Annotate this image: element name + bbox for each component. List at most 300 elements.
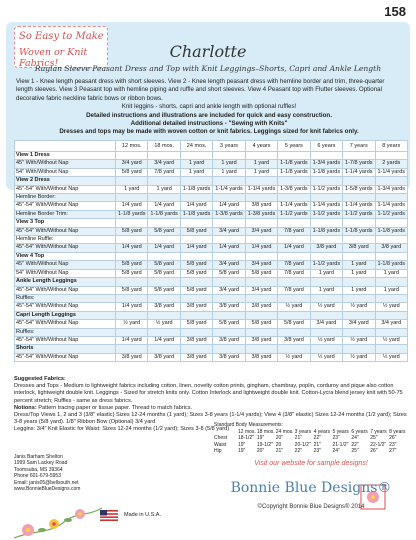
table-cell: 1-1/2 yards bbox=[310, 210, 342, 218]
table-row bbox=[15, 160, 408, 168]
table-cell bbox=[116, 194, 148, 202]
table-cell: 1-3/8 yards bbox=[213, 210, 245, 218]
address-line4: Phone 601-679-5953 bbox=[14, 473, 61, 480]
table-row bbox=[15, 202, 408, 210]
table-cell: 1 yard bbox=[375, 286, 408, 294]
table-cell: 45" With/Without Nap bbox=[15, 160, 116, 168]
table-cell: 1-7/8 yards bbox=[343, 160, 375, 168]
table-cell bbox=[245, 311, 277, 319]
table-cell bbox=[310, 152, 342, 160]
table-cell: 45"-54" With/Without Nap bbox=[15, 286, 116, 294]
yardage-header-row bbox=[15, 141, 408, 152]
table-cell bbox=[343, 311, 375, 319]
table-cell bbox=[180, 345, 212, 353]
table-cell bbox=[213, 311, 245, 319]
table-cell bbox=[148, 194, 180, 202]
table-cell bbox=[116, 294, 148, 302]
table-cell bbox=[343, 252, 375, 260]
table-cell bbox=[116, 345, 148, 353]
table-cell bbox=[148, 311, 180, 319]
table-cell: 5/8 yard bbox=[278, 320, 310, 328]
notions-heading: Notions: bbox=[14, 404, 37, 411]
table-cell: 5/8 yard bbox=[213, 320, 245, 328]
table-cell: 5/8 yard bbox=[180, 269, 212, 277]
table-cell: 1-1/8 yards bbox=[375, 261, 408, 269]
table-row bbox=[15, 210, 408, 218]
address-line6: www.BonnieBlueDesigns.com bbox=[14, 486, 81, 493]
measurement-cell: 3 years bbox=[294, 428, 312, 435]
table-cell: 5/8 yard bbox=[180, 261, 212, 269]
table-cell bbox=[278, 236, 310, 244]
table-row bbox=[15, 236, 408, 244]
table-cell: 1 yard bbox=[180, 160, 212, 168]
table-cell: 1-1/8 yards bbox=[375, 227, 408, 235]
table-cell bbox=[375, 311, 408, 319]
table-cell: 1 yard bbox=[180, 168, 212, 176]
table-cell bbox=[278, 194, 310, 202]
table-cell: 1 yard bbox=[213, 168, 245, 176]
table-cell bbox=[343, 194, 375, 202]
table-cell: 1-1/8 yards bbox=[310, 227, 342, 235]
table-cell bbox=[148, 219, 180, 227]
table-cell bbox=[278, 252, 310, 260]
measurement-cell: 22-1/2" bbox=[370, 441, 387, 448]
table-cell: 3/8 yard bbox=[148, 303, 180, 311]
table-cell bbox=[245, 328, 277, 336]
flower-vine-icon bbox=[14, 500, 104, 540]
table-cell: ½ yard bbox=[148, 320, 180, 328]
table-cell: ½ yard bbox=[116, 320, 148, 328]
table-cell bbox=[148, 328, 180, 336]
table-cell: 1/4 yard bbox=[278, 244, 310, 252]
table-cell: ½ yard bbox=[278, 353, 310, 361]
table-row bbox=[15, 244, 408, 252]
table-cell: 45"-54" With/Without Nap bbox=[15, 353, 116, 361]
address-line5: Email: janis05@bellsouth.net bbox=[14, 479, 79, 486]
table-cell bbox=[213, 328, 245, 336]
measurement-cell: 21-1/2" bbox=[332, 441, 349, 448]
table-cell bbox=[180, 219, 212, 227]
table-cell: 1-1/2 yards bbox=[278, 210, 310, 218]
table-cell: 1-3/4 yards bbox=[310, 160, 342, 168]
table-cell: 1-1/2 yards bbox=[343, 210, 375, 218]
table-cell bbox=[343, 328, 375, 336]
table-section-row bbox=[15, 177, 408, 185]
address-line3: Toomsuba, MS 39364 bbox=[14, 466, 63, 473]
table-cell bbox=[116, 278, 148, 286]
table-cell: 45"-54" With/Without Nap bbox=[15, 336, 116, 344]
table-section-row bbox=[15, 345, 408, 353]
measurement-cell: 23" bbox=[389, 441, 397, 448]
table-cell bbox=[375, 236, 408, 244]
table-cell bbox=[148, 152, 180, 160]
table-cell bbox=[213, 252, 245, 260]
table-cell: 1 yard bbox=[343, 261, 375, 269]
measurements-title: Standard Body Measurements: bbox=[214, 422, 283, 428]
body-measurements bbox=[214, 422, 408, 455]
table-cell: 5/8 yard bbox=[116, 261, 148, 269]
table-cell: 3/8 yard bbox=[213, 303, 245, 311]
table-cell: 45"-54" With/Without Nap bbox=[15, 303, 116, 311]
table-cell bbox=[180, 278, 212, 286]
measurement-cell: 19" bbox=[256, 435, 265, 442]
table-cell bbox=[180, 294, 212, 302]
table-cell: 1-1/8 yards bbox=[310, 168, 342, 176]
table-cell: 1 yard bbox=[213, 160, 245, 168]
table-cell bbox=[148, 177, 180, 185]
table-cell: Hemline Ruffle: bbox=[15, 236, 116, 244]
table-cell: Ruffles: bbox=[15, 294, 116, 302]
table-cell: 54" With/Without Nap bbox=[15, 269, 116, 277]
table-cell: ½ yard bbox=[375, 353, 408, 361]
table-cell: 3/8 yard bbox=[310, 244, 342, 252]
table-cell: View 3 Top bbox=[15, 219, 116, 227]
table-cell: 1-1/4 yards bbox=[310, 202, 342, 210]
table-cell bbox=[278, 219, 310, 227]
table-row bbox=[15, 185, 408, 193]
table-row bbox=[15, 328, 408, 336]
table-cell bbox=[310, 345, 342, 353]
table-cell bbox=[278, 294, 310, 302]
table-row bbox=[15, 168, 408, 176]
table-cell bbox=[180, 252, 212, 260]
table-row bbox=[15, 269, 408, 277]
table-cell bbox=[310, 194, 342, 202]
table-row bbox=[15, 353, 408, 361]
table-cell bbox=[245, 152, 277, 160]
measurement-row bbox=[214, 442, 408, 449]
table-cell: 45"-54" With/Without Nap bbox=[15, 185, 116, 193]
table-cell: 1-1/8 yards bbox=[343, 227, 375, 235]
table-cell bbox=[148, 278, 180, 286]
table-cell: 1/4 yard bbox=[148, 244, 180, 252]
table-cell: 45" With/Without Nap bbox=[15, 261, 116, 269]
table-cell bbox=[375, 177, 408, 185]
measurement-row bbox=[214, 448, 408, 455]
table-header-cell: 18 mos. bbox=[148, 141, 180, 152]
table-cell bbox=[180, 311, 212, 319]
measurement-cell: 22" bbox=[294, 448, 303, 455]
table-cell: 5/8 yard bbox=[148, 227, 180, 235]
table-cell: 5/8 yard bbox=[148, 269, 180, 277]
measurement-cell: 18-1/2" bbox=[238, 435, 254, 442]
address-line2: 1999 Sam Lackey Road bbox=[14, 460, 68, 467]
table-cell bbox=[116, 177, 148, 185]
measurement-cell: 6 years bbox=[351, 428, 368, 435]
table-cell: 3/8 yard bbox=[148, 353, 180, 361]
table-cell bbox=[278, 177, 310, 185]
table-cell bbox=[116, 236, 148, 244]
measurement-cell: 23" bbox=[313, 448, 321, 455]
table-cell: 3/4 yard bbox=[213, 261, 245, 269]
table-cell: 3/4 yard bbox=[213, 286, 245, 294]
table-cell bbox=[148, 294, 180, 302]
table-cell bbox=[310, 294, 342, 302]
table-cell: 5/8 yard bbox=[245, 269, 277, 277]
table-header-cell: 6 years bbox=[310, 141, 342, 152]
table-section-row bbox=[15, 311, 408, 319]
table-cell: 1-1/8 yards bbox=[116, 210, 148, 218]
table-cell: 3/8 yard bbox=[245, 353, 277, 361]
table-cell: 3/4 yard bbox=[148, 160, 180, 168]
table-cell bbox=[245, 278, 277, 286]
table-cell bbox=[343, 236, 375, 244]
pattern-subtitle: Raglan Sleeve Peasant Dress and Top with Knit Leggings–Shorts, Capri and Ankle Length bbox=[34, 64, 382, 73]
brand-name: Bonnie Blue Designs® bbox=[230, 480, 392, 496]
measurement-cell: 24" bbox=[351, 435, 359, 442]
table-cell: 1 yard bbox=[375, 269, 408, 277]
desc-bold1: Detailed instructions and illustrations are included for quick and easy construction. bbox=[86, 111, 332, 119]
table-cell bbox=[148, 236, 180, 244]
table-header-cell: 24 mos. bbox=[180, 141, 212, 152]
table-cell: 1-1/4 yards bbox=[375, 168, 408, 176]
table-cell: 3/4 yard bbox=[245, 261, 277, 269]
table-cell: 5/8 yard bbox=[116, 168, 148, 176]
desc-para1: View 1 - Knee length peasant dress with short sleeves. View 2 - Knee length peasant dress with hemline border and trim, three-quarter length sleeves. View 3 Peasant top with hemline piping and ruffle and short sleeves. View 4 Peasant top with Flutter sleeves. Optional decorative fabric neckline fabric bows or ribbon bows. bbox=[16, 78, 385, 102]
table-cell: 1/4 yard bbox=[213, 202, 245, 210]
table-cell: 5/8 yard bbox=[180, 320, 212, 328]
table-cell: Ankle Length Leggings bbox=[15, 278, 116, 286]
measurement-cell: 22" bbox=[351, 441, 359, 448]
table-cell: 3/4 yard bbox=[310, 320, 342, 328]
table-cell bbox=[213, 236, 245, 244]
measurement-cell: 26" bbox=[389, 435, 397, 442]
table-cell bbox=[278, 311, 310, 319]
measurement-cell: 5 years bbox=[332, 428, 349, 435]
table-cell: 45"-54" With/Without Nap bbox=[15, 244, 116, 252]
table-cell bbox=[116, 311, 148, 319]
table-cell: 3/8 yard bbox=[180, 353, 212, 361]
table-row bbox=[15, 227, 408, 235]
table-cell: View 1 Dress bbox=[15, 152, 116, 160]
table-cell: 3/8 yard bbox=[180, 303, 212, 311]
table-cell bbox=[245, 236, 277, 244]
table-cell: ½ yard bbox=[343, 336, 375, 344]
table-section-row bbox=[15, 278, 408, 286]
measurement-cell: 22" bbox=[313, 435, 321, 442]
table-cell bbox=[343, 219, 375, 227]
table-cell: 7/8 yard bbox=[278, 286, 310, 294]
measurement-row bbox=[214, 429, 408, 436]
table-cell: 1-1/4 yards bbox=[343, 202, 375, 210]
table-cell: Ruffles: bbox=[15, 328, 116, 336]
table-cell bbox=[310, 311, 342, 319]
table-cell: 1-1/2 yards bbox=[310, 261, 342, 269]
table-cell bbox=[278, 278, 310, 286]
visit-website-text: Visit our website for sample designs! bbox=[254, 460, 368, 467]
table-cell: 1/4 yard bbox=[148, 202, 180, 210]
table-row bbox=[15, 294, 408, 302]
table-cell: 3/4 yard bbox=[375, 320, 408, 328]
badge-line1: So Easy to Make bbox=[19, 31, 104, 42]
table-cell: ½ yard bbox=[343, 303, 375, 311]
table-cell: 1/4 yard bbox=[180, 244, 212, 252]
table-header-cell: 7 years bbox=[343, 141, 375, 152]
measurement-cell: 27" bbox=[389, 448, 397, 455]
table-cell: 5/8 yard bbox=[116, 269, 148, 277]
table-cell bbox=[180, 152, 212, 160]
measurement-cell: 18 mos. bbox=[256, 428, 275, 435]
address-line1: Janis Barham Shelton bbox=[14, 454, 63, 460]
table-cell: 5/8 yard bbox=[116, 227, 148, 235]
table-cell: 1-5/8 yards bbox=[343, 185, 375, 193]
table-cell: 7/8 yard bbox=[278, 227, 310, 235]
measurement-cell: 26" bbox=[370, 448, 378, 455]
measurement-cell: 4 years bbox=[313, 428, 330, 435]
table-section-row bbox=[15, 152, 408, 160]
table-cell bbox=[343, 177, 375, 185]
table-cell: 3/8 yard bbox=[245, 336, 277, 344]
table-row bbox=[15, 320, 408, 328]
table-cell: 1 yard bbox=[245, 160, 277, 168]
table-cell: 3/8 yard bbox=[213, 336, 245, 344]
notions-text: Pattern tracing paper or tissue paper. Thread to match fabrics. bbox=[38, 404, 193, 411]
table-cell: View 4 Top bbox=[15, 252, 116, 260]
table-cell: 1-3/4 yards bbox=[375, 185, 408, 193]
table-cell: Capri Length Leggings bbox=[15, 311, 116, 319]
table-cell bbox=[245, 252, 277, 260]
table-header-cell: 5 years bbox=[278, 141, 310, 152]
table-cell: 1/4 yard bbox=[245, 244, 277, 252]
table-cell: 1/4 yard bbox=[116, 244, 148, 252]
table-cell: 1-1/4 yards bbox=[245, 185, 277, 193]
table-cell bbox=[180, 177, 212, 185]
table-cell: 1-1/2 yards bbox=[310, 185, 342, 193]
table-cell bbox=[213, 152, 245, 160]
table-cell: ½ yard bbox=[343, 353, 375, 361]
table-cell: 3/4 yard bbox=[213, 227, 245, 235]
table-cell: ½ yard bbox=[375, 336, 408, 344]
table-cell: 45"-54" With/Without Nap bbox=[15, 202, 116, 210]
table-cell bbox=[375, 328, 408, 336]
address-block bbox=[14, 454, 80, 492]
table-section-row bbox=[15, 219, 408, 227]
table-cell bbox=[343, 278, 375, 286]
table-cell: 5/8 yard bbox=[148, 261, 180, 269]
table-cell: Hemline Border Trim: bbox=[15, 210, 116, 218]
measurement-cell: 24 mos. bbox=[275, 428, 294, 435]
measurement-cell: 24" bbox=[332, 448, 340, 455]
table-cell: 1/4 yard bbox=[180, 202, 212, 210]
table-cell: 1-1/4 yards bbox=[213, 185, 245, 193]
table-row bbox=[15, 336, 408, 344]
table-cell: 1 yard bbox=[343, 286, 375, 294]
table-header-cell bbox=[15, 141, 116, 152]
table-cell bbox=[375, 152, 408, 160]
table-cell: 1 yard bbox=[245, 168, 277, 176]
table-cell: 1-1/2 yards bbox=[375, 210, 408, 218]
table-cell: ½ yard bbox=[310, 303, 342, 311]
table-cell: 1 yard bbox=[310, 286, 342, 294]
table-cell: 1 yard bbox=[310, 269, 342, 277]
measurement-cell: 21" bbox=[275, 448, 284, 455]
table-cell: 1-3/8 yards bbox=[245, 210, 277, 218]
table-cell: 5/8 yard bbox=[245, 320, 277, 328]
table-cell bbox=[213, 294, 245, 302]
measurement-cell: 7 years bbox=[370, 428, 387, 435]
table-cell bbox=[180, 328, 212, 336]
description bbox=[16, 78, 402, 137]
table-cell: 7/8 yard bbox=[278, 261, 310, 269]
measurement-cell: 12 mos. bbox=[238, 428, 256, 435]
table-cell bbox=[245, 219, 277, 227]
table-cell bbox=[375, 219, 408, 227]
table-cell bbox=[116, 152, 148, 160]
table-header-cell: 12 mos. bbox=[116, 141, 148, 152]
made-in-usa: Made in U.S.A. bbox=[124, 512, 161, 518]
table-cell: 3/4 yard bbox=[343, 320, 375, 328]
table-cell bbox=[375, 278, 408, 286]
table-cell: ½ yard bbox=[375, 303, 408, 311]
pattern-title: Charlotte bbox=[169, 42, 247, 61]
measurement-row bbox=[214, 435, 408, 442]
table-cell bbox=[213, 219, 245, 227]
notions-line2: Dress/Top Views 1, 2 and 3 (3/8" elastic) Sizes 12-24 months (1 yard); Sizes 3-8 years (1-1/4 yards); View 4 (3/8" elastic) Sizes 12-24 months (1/2 yard); Sizes 3-8 years (5/8 yard). 1/8" Ribbon Bow (Optional) 3/4 yard bbox=[14, 412, 407, 426]
table-cell: 3/4 yard bbox=[116, 160, 148, 168]
table-cell bbox=[343, 294, 375, 302]
measurement-cell: 21" bbox=[294, 435, 303, 442]
table-cell bbox=[375, 194, 408, 202]
table-cell bbox=[245, 177, 277, 185]
measurement-cell: 21" bbox=[313, 441, 321, 448]
table-cell bbox=[310, 278, 342, 286]
notions-line3: Leggins: 3/4" Knit Elastic for Waist: Sizes 12-24 months (1/2 yard); Sizes 3-8 (5/8 yard) bbox=[14, 426, 230, 433]
table-header-cell: 8 years bbox=[375, 141, 408, 152]
measurement-cell: Hip bbox=[214, 448, 222, 455]
measurement-cell: Waist bbox=[214, 441, 227, 448]
table-row bbox=[15, 303, 408, 311]
table-row bbox=[15, 194, 408, 202]
desc-bold3: Dresses and tops may be made with woven cotton or knit fabrics. Leggings sized for knit fabrics only. bbox=[59, 128, 359, 136]
table-cell: Hemline Border: bbox=[15, 194, 116, 202]
table-cell: 1-1/4 yards bbox=[343, 168, 375, 176]
table-cell bbox=[116, 252, 148, 260]
table-cell: 1-1/4 yards bbox=[375, 202, 408, 210]
measurement-cell: 25" bbox=[351, 448, 359, 455]
table-cell: 3/4 yard bbox=[245, 286, 277, 294]
table-cell: 1-1/8 yards bbox=[278, 160, 310, 168]
table-cell bbox=[213, 177, 245, 185]
table-cell: 1-1/8 yards bbox=[278, 168, 310, 176]
table-cell: 3/8 yard bbox=[180, 336, 212, 344]
table-cell bbox=[310, 328, 342, 336]
desc-bold2: Additional detailed instructions - "Sewing with Knits" bbox=[130, 120, 288, 128]
table-cell bbox=[343, 345, 375, 353]
table-cell: 1-3/8 yards bbox=[278, 185, 310, 193]
table-cell: 54" With/Without Nap bbox=[15, 168, 116, 176]
table-cell: 1/4 yard bbox=[148, 336, 180, 344]
table-cell bbox=[310, 219, 342, 227]
table-cell bbox=[278, 328, 310, 336]
table-cell: 3/8 yard bbox=[375, 244, 408, 252]
table-cell bbox=[213, 345, 245, 353]
table-cell: 1 yard bbox=[148, 185, 180, 193]
table-cell: 5/8 yard bbox=[180, 227, 212, 235]
table-cell: 1/4 yard bbox=[116, 303, 148, 311]
table-cell: 45"-54" With/Without Nap bbox=[15, 227, 116, 235]
table-cell bbox=[148, 345, 180, 353]
table-header-cell: 4 years bbox=[245, 141, 277, 152]
measurement-cell: 19" bbox=[238, 448, 246, 455]
table-section-row bbox=[15, 252, 408, 260]
table-cell: 1 yard bbox=[116, 185, 148, 193]
table-cell: 1-1/8 yards bbox=[180, 210, 212, 218]
table-cell bbox=[375, 345, 408, 353]
table-cell bbox=[180, 236, 212, 244]
badge-line2: Woven or Knit Fabrics! bbox=[19, 47, 88, 69]
table-cell: 3/8 yard bbox=[343, 244, 375, 252]
page-number: 158 bbox=[384, 4, 406, 19]
